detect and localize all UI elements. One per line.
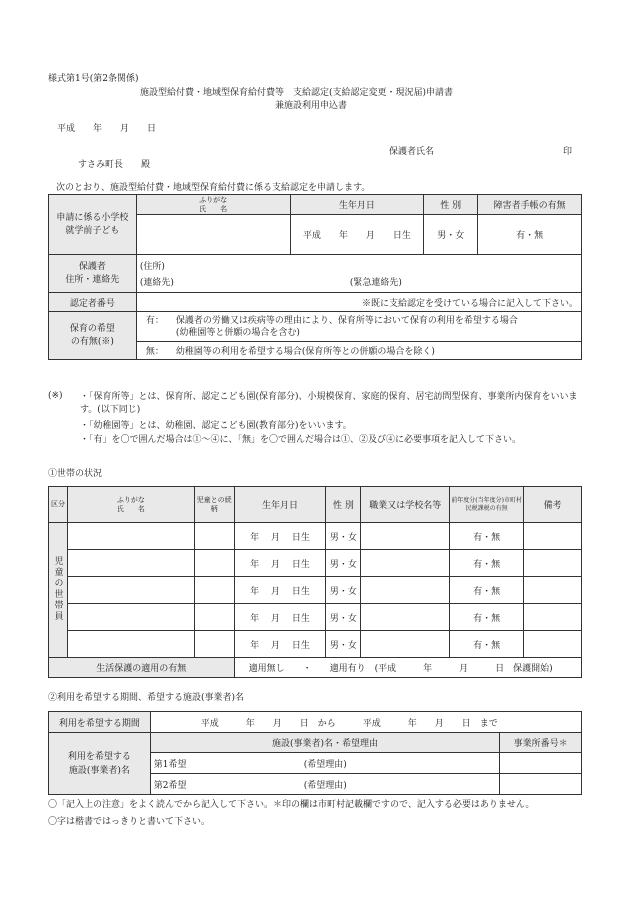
member-tax-field[interactable]: 有・無: [450, 604, 524, 631]
furigana-name-header: ふりがな 氏 名: [136, 195, 290, 215]
table-row: [49, 577, 582, 604]
second-choice-office-number[interactable]: [500, 774, 582, 795]
guardian-name-label: 保護者氏名: [389, 147, 435, 157]
addressee: すさみ町長 殿: [78, 160, 151, 170]
care-wish-yes[interactable]: 有： 保護者の労働又は疾病等の理由により、保育所等において保育の利用を希望する場合 (幼稚園等と併願の場合を含む): [136, 312, 581, 342]
note-3: ・「有」を〇で囲んだ場合は①～④に、「無」を〇で囲んだ場合は①、②及び④に必要事項を記入して下さい。: [80, 435, 522, 445]
first-choice-reason: (希望理由): [303, 759, 347, 770]
footer-note-2: 〇字は楷書ではっきりと書いて下さい。: [48, 817, 211, 827]
occupation-header: 職業又は学校名等: [361, 487, 450, 523]
tax-header: 前年度分(当年度分)市町村民税課税の有無: [450, 487, 524, 523]
child-name-field[interactable]: [136, 215, 290, 255]
member-name-field[interactable]: [67, 550, 194, 577]
member-name-field[interactable]: [67, 577, 194, 604]
guardian-label: 保護者 住所・連絡先: [49, 255, 137, 293]
member-birth-field[interactable]: 年 月 日生: [234, 577, 326, 604]
child-disability-field[interactable]: 有・無: [478, 215, 582, 255]
member-remarks-field[interactable]: [524, 577, 582, 604]
office-number-header: 事業所番号＊: [500, 733, 582, 753]
table-row: [49, 604, 582, 631]
table-row: [49, 523, 582, 550]
member-sex-field[interactable]: 男・女: [326, 523, 361, 550]
member-name-field[interactable]: [67, 631, 194, 658]
guardian-address-field[interactable]: (住所) (連絡先) (緊急連絡先): [136, 255, 581, 293]
member-relation-field[interactable]: [194, 550, 234, 577]
member-name-field[interactable]: [67, 604, 194, 631]
member-birth-field[interactable]: 年 月 日生: [234, 523, 326, 550]
care-wish-label: 保育の希望 の有無(※): [49, 312, 137, 360]
household-sex-header: 性 別: [326, 487, 361, 523]
member-occupation-field[interactable]: [361, 631, 450, 658]
member-tax-field[interactable]: 有・無: [450, 577, 524, 604]
member-birth-field[interactable]: 年 月 日生: [234, 550, 326, 577]
child-birth-field[interactable]: 平成 年 月 日生: [290, 215, 424, 255]
note-1: ・「保育所等」とは、保育所、認定こども園(保育部分)、小規模保育、家庭的保育、居宅訪問型保育、事業所内保育をいいます。(以下同じ): [80, 392, 578, 415]
note-2: ・「幼稚園等」とは、幼稚園、認定こども園(教育部分)をいいます。: [80, 421, 352, 431]
member-relation-field[interactable]: [194, 577, 234, 604]
member-sex-field[interactable]: 男・女: [326, 604, 361, 631]
welfare-field[interactable]: 適用無し ・ 適用有り (平成 年 月 日 保護開始): [234, 658, 581, 678]
member-relation-field[interactable]: [194, 523, 234, 550]
member-sex-field[interactable]: 男・女: [326, 631, 361, 658]
second-choice-label: 第2希望: [153, 780, 187, 791]
category-header: 区分: [49, 487, 68, 523]
member-relation-field[interactable]: [194, 604, 234, 631]
period-field[interactable]: 平成 年 月 日 から 平成 年 月 日 まで: [150, 712, 581, 733]
care-wish-no[interactable]: 無： 幼稚園等の利用を希望する場合(保育所等との併願の場合を除く): [136, 342, 581, 360]
second-choice-field[interactable]: [150, 774, 499, 795]
relation-header: 児童との続柄: [194, 487, 234, 523]
member-sex-field[interactable]: 男・女: [326, 577, 361, 604]
footer-note-1: 〇「記入上の注意」をよく読んでから記入して下さい。＊印の欄は市町村記載欄ですので、記入する必要はありません。: [48, 800, 535, 810]
seal-mark: 印: [563, 147, 573, 157]
member-relation-field[interactable]: [194, 631, 234, 658]
applicant-table: [48, 194, 582, 360]
cert-number-field[interactable]: ※既に支給認定を受けている場合に記入して下さい。: [136, 293, 581, 312]
first-choice-office-number[interactable]: [500, 753, 582, 774]
first-choice-field[interactable]: [150, 753, 499, 774]
contact-label: (連絡先): [139, 277, 174, 288]
member-tax-field[interactable]: 有・無: [450, 523, 524, 550]
household-name-header: ふりがな 氏 名: [67, 487, 194, 523]
member-name-field[interactable]: [67, 523, 194, 550]
welfare-label: 生活保護の適用の有無: [49, 658, 235, 678]
facility-section-title: ②利用を希望する期間、希望する施設(事業者)名: [48, 693, 245, 703]
member-tax-field[interactable]: 有・無: [450, 631, 524, 658]
member-tax-field[interactable]: 有・無: [450, 550, 524, 577]
member-occupation-field[interactable]: [361, 523, 450, 550]
member-occupation-field[interactable]: [361, 550, 450, 577]
table-row: [49, 631, 582, 658]
notes-mark: (※): [48, 391, 63, 401]
second-choice-reason: (希望理由): [303, 780, 347, 791]
member-sex-field[interactable]: 男・女: [326, 550, 361, 577]
member-birth-field[interactable]: 年 月 日生: [234, 631, 326, 658]
remarks-header: 備考: [524, 487, 582, 523]
application-date: 平成 年 月 日: [57, 124, 157, 134]
intro-text: 次のとおり、施設型給付費・地域型保育給付費に係る支給認定を申請します。: [56, 183, 371, 193]
sex-header: 性 別: [424, 195, 478, 215]
member-remarks-field[interactable]: [524, 523, 582, 550]
household-section-title: ①世帯の状況: [48, 469, 103, 479]
household-table: [48, 486, 582, 678]
child-sex-field[interactable]: 男・女: [424, 215, 478, 255]
cert-number-label: 認定者番号: [49, 293, 137, 312]
facility-label: 利用を希望する 施設(事業者)名: [49, 733, 151, 795]
member-remarks-field[interactable]: [524, 631, 582, 658]
member-occupation-field[interactable]: [361, 577, 450, 604]
disability-header: 障害者手帳の有無: [478, 195, 582, 215]
household-side-label: 児童の世帯員: [49, 523, 68, 658]
form-number: 様式第1号(第2条関係): [48, 74, 139, 84]
member-birth-field[interactable]: 年 月 日生: [234, 604, 326, 631]
form-title: 施設型給付費・地域型保育給付費等 支給認定(支給認定変更・現況届)申請書: [140, 88, 454, 98]
period-label: 利用を希望する期間: [49, 712, 151, 733]
first-choice-label: 第1希望: [153, 759, 187, 770]
member-occupation-field[interactable]: [361, 604, 450, 631]
member-remarks-field[interactable]: [524, 604, 582, 631]
form-subtitle: 兼施設利用申込書: [275, 101, 348, 111]
facility-name-header: 施設(事業者)名・希望理由: [150, 733, 499, 753]
birth-header: 生年月日: [290, 195, 424, 215]
emergency-contact-label: (緊急連絡先): [349, 277, 402, 288]
facility-table: [48, 711, 582, 795]
child-label: 申請に係る小学校就学前子ども: [49, 195, 137, 255]
member-remarks-field[interactable]: [524, 550, 582, 577]
table-row: [49, 550, 582, 577]
household-birth-header: 生年月日: [234, 487, 326, 523]
